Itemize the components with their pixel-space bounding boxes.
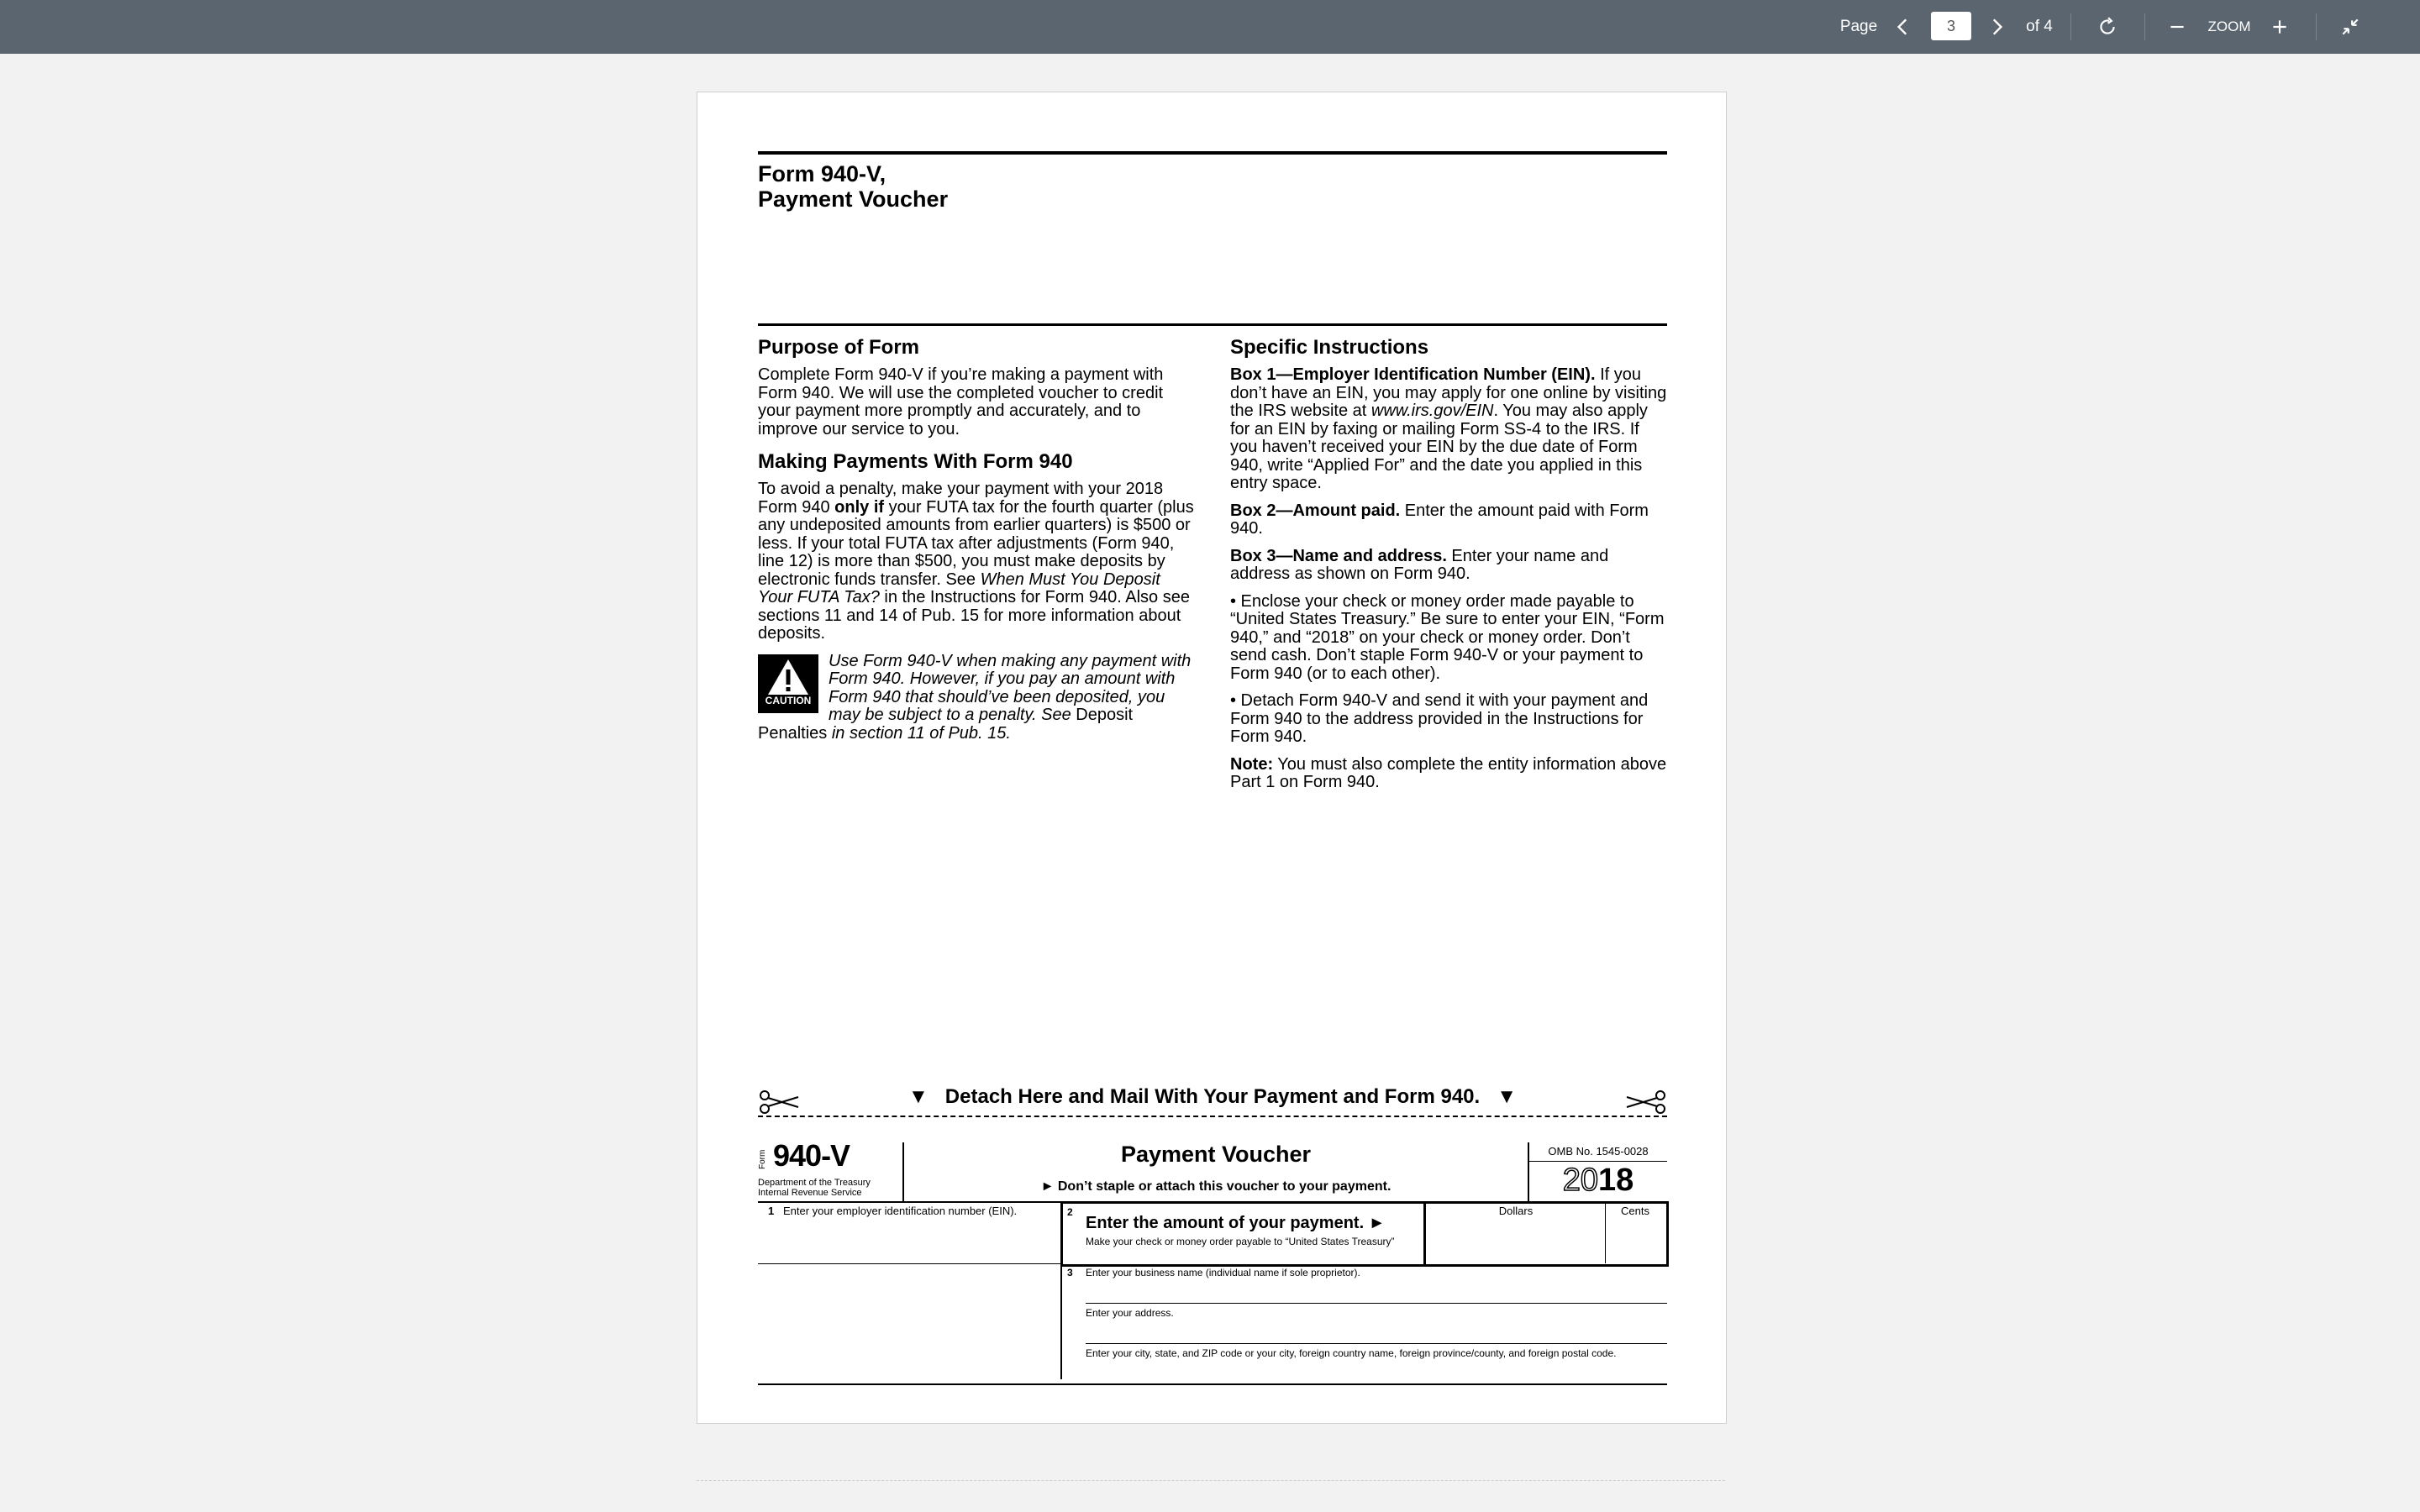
box2-main-label: Enter the amount of your payment. ► [1086, 1214, 1386, 1232]
year-prefix: 20 [1562, 1163, 1598, 1198]
box1-instructions [1230, 366, 1667, 493]
next-page-edge [697, 1480, 1725, 1481]
caution-label: CAUTION [765, 695, 812, 706]
box2-sub-label: Make your check or money order payable to “United States Treasury” [1086, 1236, 1395, 1247]
purpose-text: Complete Form 940-V if you’re making a payment with Form 940. We will use the completed voucher to credit your payment more promptly and accurately, and to improve our service to you. [758, 365, 1164, 438]
toolbar-divider [2144, 13, 2145, 40]
voucher-title: Payment Voucher [1120, 1142, 1312, 1167]
exit-fullscreen-button[interactable] [2333, 10, 2367, 44]
detach-line [758, 1082, 1667, 1116]
left-column [758, 336, 1195, 754]
down-arrow-icon: ▼ [908, 1085, 929, 1108]
chevron-left-icon [1892, 16, 1914, 38]
previous-page-button[interactable] [1886, 10, 1920, 44]
box3-label: Box 3—Name and address. [1230, 546, 1447, 565]
next-page-button[interactable] [1980, 10, 2013, 44]
box3-instructions [1230, 548, 1667, 584]
toolbar-divider [2316, 13, 2317, 40]
address-label: Enter your address. [1086, 1307, 1174, 1319]
business-name-label: Enter your business name (individual name if sole proprietor). [1086, 1267, 1360, 1278]
divider [1086, 1343, 1667, 1344]
detach-instruction [758, 1085, 1667, 1109]
cents-field[interactable]: Cents [1621, 1205, 1649, 1217]
zoom-in-icon [2269, 16, 2291, 38]
divider [758, 1263, 1060, 1264]
divider [1529, 1161, 1667, 1162]
box2-number: 2 [1067, 1206, 1073, 1218]
caution-text: Deposit Penalties [758, 706, 1134, 743]
note [1230, 756, 1667, 792]
dept-line: Department of the Treasury [758, 1178, 871, 1188]
box1-number: 1 [768, 1205, 775, 1217]
text-span: To avoid a penalty, make your payment with your 2018 Form 940 [758, 480, 1164, 517]
dollars-field[interactable]: Dollars [1498, 1205, 1534, 1217]
specific-instructions-heading: Specific Instructions [1230, 336, 1429, 359]
down-arrow-icon: ▼ [1497, 1085, 1517, 1108]
year-suffix: 18 [1598, 1163, 1634, 1198]
text-span: in the Instructions for Form 940. Also see sections 11 and 14 of Pub. 15 for more information about deposits. [758, 588, 1190, 643]
rotate-button[interactable] [2091, 10, 2124, 44]
zoom-out-button[interactable] [2160, 10, 2194, 44]
city-label: Enter your city, state, and ZIP code or your city, foreign country name, foreign province/county, and foreign postal code. [1086, 1347, 1617, 1359]
making-payments-heading: Making Payments With Form 940 [758, 450, 1073, 473]
caution-note [758, 653, 1195, 745]
box1-label: Enter your employer identification number (EIN). [783, 1205, 1018, 1217]
department [758, 1178, 871, 1198]
tax-year [1529, 1163, 1667, 1199]
document-page [697, 92, 1727, 1424]
viewer-toolbar [0, 0, 2420, 54]
voucher-bottom-line [758, 1383, 1667, 1385]
page-number-input[interactable] [1931, 12, 1971, 40]
text-span: Enter your name and address as shown on Form 940. [1230, 546, 1609, 583]
total-pages: of 4 [2026, 18, 2053, 35]
ein-url: www.irs.gov/EIN [1370, 402, 1494, 420]
title-rule [758, 323, 1667, 326]
scissors-icon [1625, 1087, 1667, 1116]
making-payments-text [758, 480, 1195, 643]
page-label: Page [1839, 18, 1878, 35]
title-line-1: Form 940-V, [758, 161, 886, 186]
form-number: 940-V [773, 1138, 850, 1173]
text-span: You must also complete the entity information above Part 1 on Form 940. [1230, 754, 1667, 791]
page-title [758, 161, 948, 212]
chevron-right-icon [1986, 16, 2007, 38]
box3-number: 3 [1067, 1267, 1073, 1278]
purpose-heading: Purpose of Form [758, 336, 920, 359]
caution-text: Use Form 940-V when making any payment with Form 940. However, if you pay an amount with Form 940 that should’ve been deposited, you may be subject to a penalty. See [829, 651, 1192, 724]
form-word: Form [758, 1149, 767, 1169]
voucher-subtitle: ► Don’t staple or attach this voucher to your payment. [1040, 1179, 1392, 1194]
zoom-out-icon [2166, 16, 2188, 38]
box2-instructions [1230, 502, 1667, 538]
text-bold: only if [834, 497, 885, 517]
exit-fullscreen-icon [2339, 16, 2361, 38]
text-span: your FUTA tax for the fourth quarter (plus any undeposited amounts from earlier quarters) is $500 or less. If your total FUTA tax after adjustments (Form 940, line 12) is more than $500, you must make deposits by electronic funds transfer. See [758, 497, 1194, 589]
text-italic: When Must You Deposit Your FUTA Tax? [758, 570, 1160, 606]
top-rule [758, 151, 1667, 155]
right-column [1230, 336, 1667, 801]
box2-label: Box 2—Amount paid. [1230, 501, 1401, 520]
dashed-cut-line [758, 1116, 1667, 1117]
toolbar-divider [2070, 13, 2071, 40]
bullet-detach: • Detach Form 940-V and send it with your payment and Form 940 to the address provided in the Instructions for Form 940. [1230, 691, 1649, 746]
caution-icon [758, 654, 818, 713]
zoom-label: ZOOM [2207, 18, 2251, 34]
caution-text: in section 11 of Pub. 15. [831, 723, 1011, 743]
text-span: . You may also apply for an EIN by faxing or mailing Form SS-4 to the IRS. If you haven’t received your EIN by the due date of Form 940, write “Applied For” and the date you applied in this entry space. [1230, 402, 1648, 492]
text-span: Enter the amount paid with Form 940. [1230, 501, 1649, 538]
dept-line: Internal Revenue Service [758, 1188, 862, 1198]
bullet-enclose: • Enclose your check or money order made payable to “United States Treasury.” Be sure to enter your EIN, “Form 940,” and “2018” on your check or money order. Don’t send cash. Don’t staple Form 940-V or your payment to Form 940 (or to each other). [1230, 591, 1665, 683]
rotate-icon [2096, 16, 2118, 38]
divider [1086, 1303, 1667, 1304]
text-span: If you don’t have an EIN, you may apply for one online by visiting the IRS website at [1230, 365, 1667, 420]
title-line-2: Payment Voucher [758, 186, 949, 212]
detach-text: Detach Here and Mail With Your Payment and Form 940. [944, 1085, 1481, 1108]
box1-label: Box 1—Employer Identification Number (EIN). [1230, 365, 1596, 384]
zoom-in-button[interactable] [2263, 10, 2296, 44]
note-label: Note: [1230, 754, 1274, 774]
omb-number: OMB No. 1545-0028 [1548, 1145, 1649, 1158]
